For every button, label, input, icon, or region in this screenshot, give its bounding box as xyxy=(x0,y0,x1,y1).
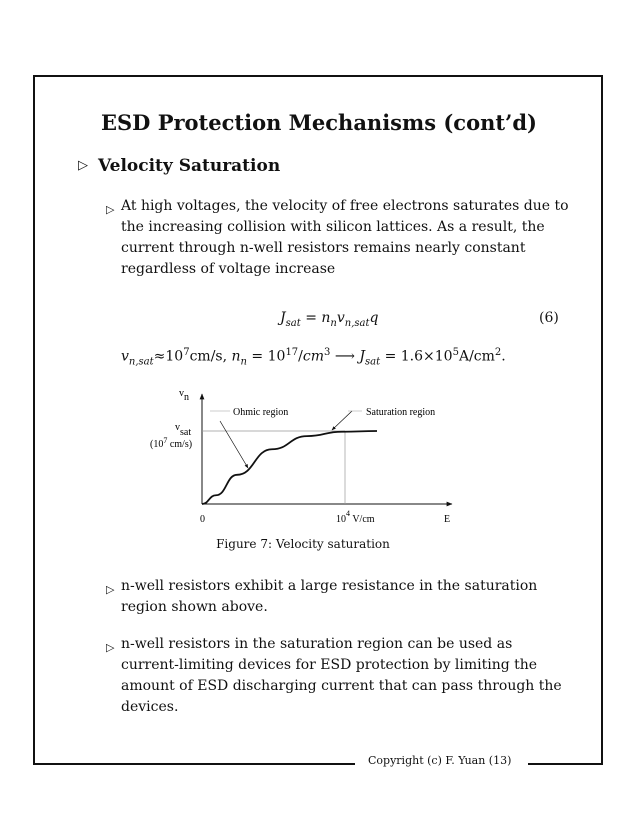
annotation-saturation: Saturation region xyxy=(366,407,436,418)
velocity-curve xyxy=(202,431,377,504)
slide-title: ESD Protection Mechanisms (cont’d) xyxy=(101,110,537,135)
ytick-vsat-unit: ($10^7$ cm/s) xyxy=(150,436,193,450)
saturation-pointer xyxy=(332,411,352,430)
frame-bottom-rule-right xyxy=(528,763,603,765)
xtick-label: $10^4$ V/cm xyxy=(336,509,375,525)
ohmic-pointer xyxy=(220,421,248,468)
y-axis-label: vn xyxy=(179,388,189,403)
equation-jsat: $J_{sat} = n_nv_{n,sat}q$ xyxy=(280,310,379,329)
ytick-vsat: vsat xyxy=(175,422,192,438)
annotation-ohmic: Ohmic region xyxy=(233,407,289,418)
paragraph-velocity: At high voltages, the velocity of free electrons saturates due to the increasing collision with silicon lattices. As a result, the current through n-well resistors remains nearly constant regardless of voltage increase xyxy=(121,198,569,277)
velocity-chart xyxy=(140,385,470,535)
origin-label: 0 xyxy=(200,514,205,525)
frame-bottom-rule-left xyxy=(33,763,355,765)
triangle-bullet-icon: ▷ xyxy=(106,583,115,596)
section-heading xyxy=(78,156,280,176)
triangle-bullet-icon: ▷ xyxy=(106,641,115,654)
section-heading-text: Velocity Saturation xyxy=(98,156,281,176)
paragraph-current-limiting: n-well resistors in the saturation region can be used as current-limiting devices for ESD protection by limiting the amount of ESD discharging current that can pass through the devices. xyxy=(121,636,562,715)
triangle-bullet-icon: ▷ xyxy=(78,158,88,173)
footer-copyright: Copyright (c) F. Yuan (13) xyxy=(368,754,512,767)
figure-caption: Figure 7: Velocity saturation xyxy=(216,537,390,551)
equation-values: $v_{n,sat}\approx 10^7cm/s$, $n_n = 10^{17}/cm^3$ ⟶ $J_{sat} = 1.6\times 10^5A/cm^2$. xyxy=(121,347,506,368)
x-axis-label: E xyxy=(444,514,451,525)
paragraph-resistance: n-well resistors exhibit a large resistance in the saturation region shown above. xyxy=(121,578,538,615)
equation-number: (6) xyxy=(539,310,559,326)
triangle-bullet-icon: ▷ xyxy=(106,203,115,216)
